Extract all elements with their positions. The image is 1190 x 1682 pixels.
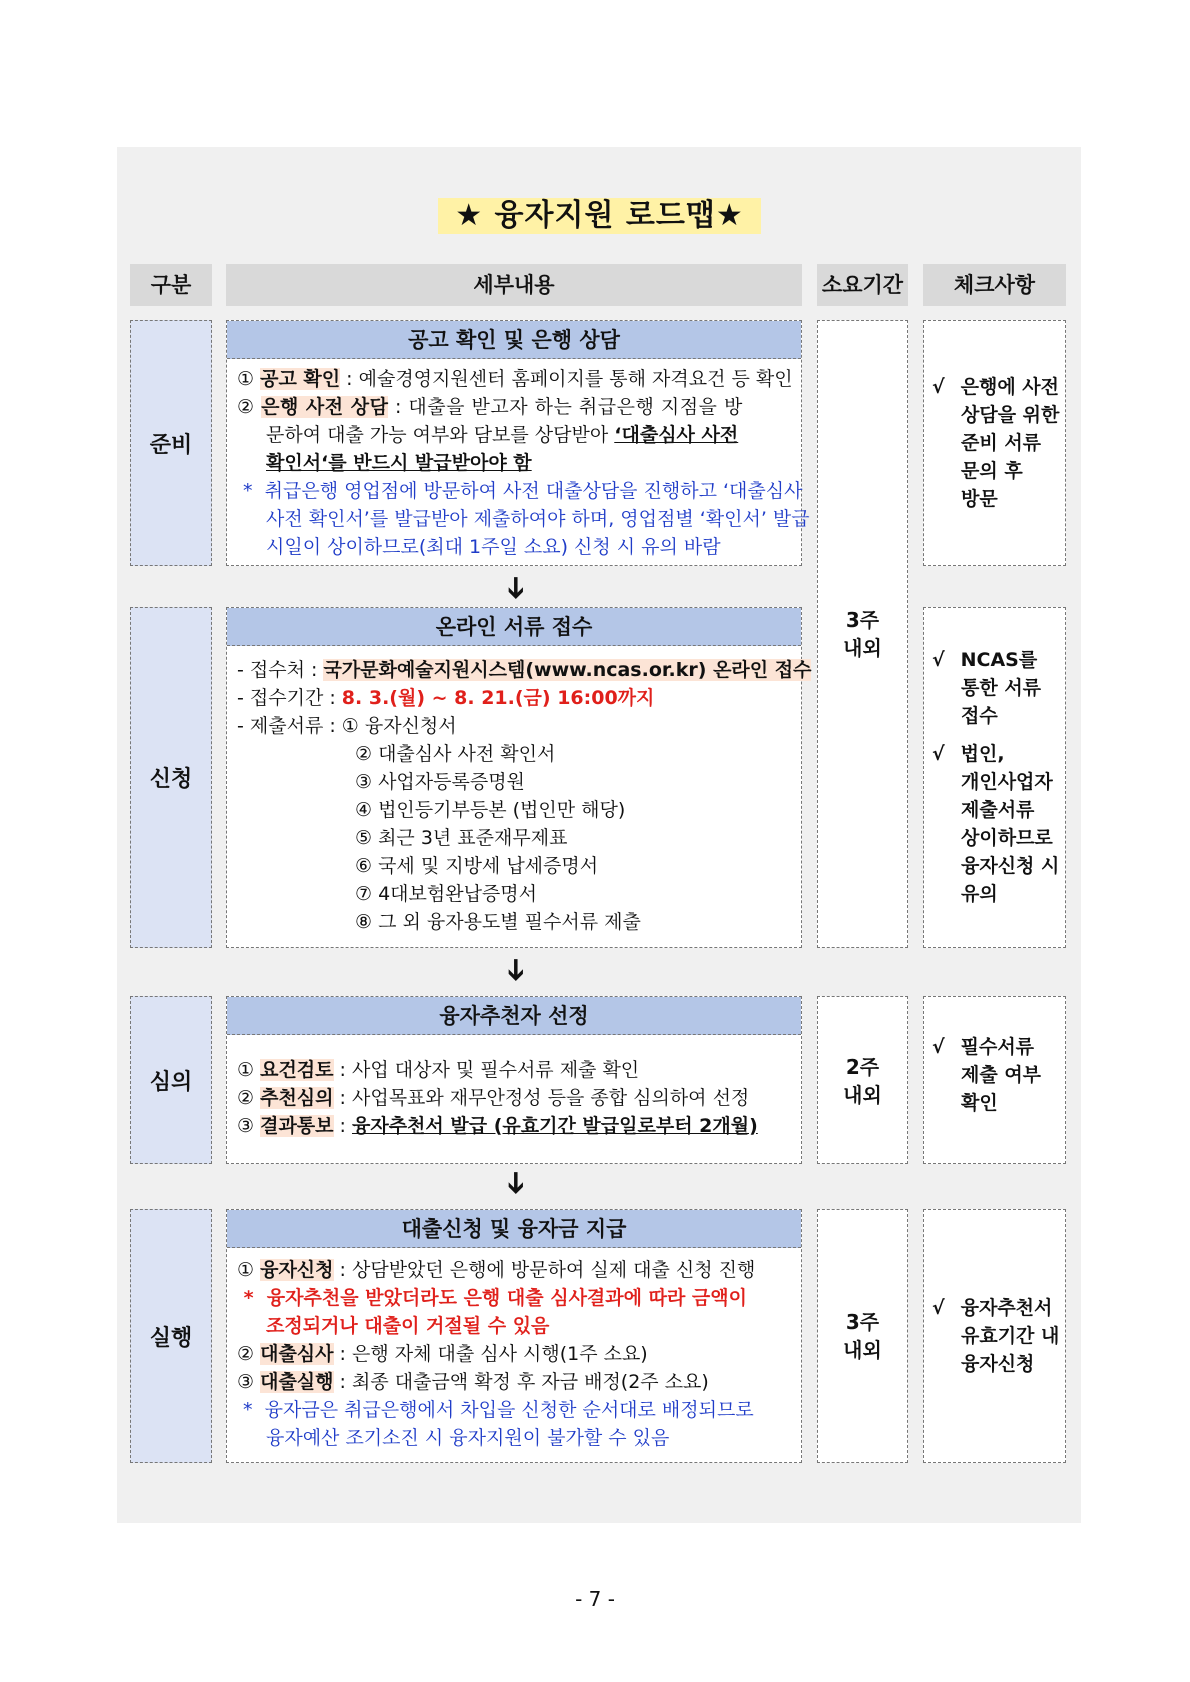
check-item: √ 융자추천서 유효기간 내 융자신청 — [932, 1294, 1059, 1378]
section-execute — [226, 1209, 802, 1463]
duration-prep-apply — [817, 320, 908, 948]
check-execute — [923, 1209, 1066, 1463]
check-mark-icon: √ — [932, 649, 945, 671]
list-item: ⑥ 국세 및 지방세 납세증명서 — [355, 855, 599, 877]
list-item: ⑤ 최근 3년 표준재무제표 — [355, 827, 568, 849]
page-title: ★ 융자지원 로드맵★ — [438, 198, 761, 234]
section-title: 대출신청 및 융자금 지급 — [227, 1210, 801, 1248]
header-duration: 소요기간 — [817, 264, 908, 306]
duration-execute — [817, 1209, 908, 1463]
check-item: √ 필수서류 제출 여부 확인 — [932, 1033, 1041, 1117]
warning-line: 조정되거나 대출이 거절될 수 있음 — [266, 1315, 550, 1337]
list-item: ③ 대출실행 : 최종 대출금액 확정 후 자금 배정(2주 소요) — [237, 1371, 709, 1393]
section-content — [237, 656, 812, 936]
check-item: √ 법인, 개인사업자 제출서류 상이하므로 융자신청 시 유의 — [932, 740, 1059, 908]
section-title: 공고 확인 및 은행 상담 — [227, 321, 801, 359]
duration-review — [817, 996, 908, 1164]
list-item: ④ 법인등기부등본 (법인만 해당) — [355, 799, 626, 821]
section-title: 온라인 서류 접수 — [227, 608, 801, 646]
duration-value: 3주 내외 — [843, 1310, 882, 1362]
list-item: ② 추천심의 : 사업목표와 재무안정성 등을 종합 심의하여 선정 — [237, 1087, 750, 1109]
section-review — [226, 996, 802, 1164]
check-apply — [923, 607, 1066, 948]
note-line: 시일이 상이하므로(최대 1주일 소요) 신청 시 유의 바람 — [266, 536, 721, 558]
section-apply — [226, 607, 812, 948]
list-item: ① 공고 확인 : 예술경영지원센터 홈페이지를 통해 자격요건 등 확인 — [237, 368, 793, 390]
note-line: * 취급은행 영업점에 방문하여 사전 대출상담을 진행하고 ‘대출심사 — [243, 480, 803, 502]
category-apply: 신청 — [130, 607, 212, 948]
check-mark-icon: √ — [932, 1297, 945, 1319]
arrow-down-icon: ➔ — [498, 1170, 534, 1196]
header-check: 체크사항 — [923, 264, 1066, 306]
check-mark-icon: √ — [932, 1036, 945, 1058]
note-line: 융자예산 조기소진 시 융자지원이 불가할 수 있음 — [266, 1427, 670, 1449]
category-execute: 실행 — [130, 1209, 212, 1463]
arrow-down-icon: ➔ — [498, 575, 534, 601]
list-item: - 접수처 : 국가문화예술지원시스템(www.ncas.or.kr) 온라인 접수 — [237, 659, 812, 681]
category-review: 심의 — [130, 996, 212, 1164]
check-item: √ NCAS를 통한 서류 접수 — [932, 646, 1041, 730]
section-content — [237, 1056, 797, 1140]
note-line: 사전 확인서’를 발급받아 제출하여야 하며, 영업점별 ‘확인서’ 발급 — [266, 508, 810, 530]
page-number: - 7 - — [575, 1587, 615, 1611]
list-item: ② 대출심사 : 은행 자체 대출 심사 시행(1주 소요) — [237, 1343, 648, 1365]
list-item: ⑦ 4대보험완납증명서 — [355, 883, 537, 905]
check-item: √ 은행에 사전 상담을 위한 준비 서류 문의 후 방문 — [932, 373, 1059, 513]
list-item: ① 융자신청 : 상담받았던 은행에 방문하여 실제 대출 신청 진행 — [237, 1259, 756, 1281]
list-item: ② 대출심사 사전 확인서 — [355, 743, 556, 765]
check-prep — [923, 320, 1066, 566]
list-item: ③ 결과통보 : 융자추천서 발급 (유효기간 발급일로부터 2개월) — [237, 1115, 758, 1137]
section-prep — [226, 320, 810, 566]
header-detail: 세부내용 — [226, 264, 802, 306]
section-content — [237, 365, 810, 561]
check-mark-icon: √ — [932, 743, 945, 765]
check-review — [923, 996, 1066, 1164]
note-line: * 융자금은 취급은행에서 차입을 신청한 순서대로 배정되므로 — [243, 1399, 754, 1421]
category-prep: 준비 — [130, 320, 212, 566]
header-category: 구분 — [130, 264, 212, 306]
section-title: 융자추천자 선정 — [227, 997, 801, 1035]
duration-value: 3주 내외 — [843, 608, 882, 660]
list-item: 확인서‘를 반드시 발급받아야 함 — [266, 452, 532, 474]
list-item: - 제출서류 : ① 융자신청서 — [237, 715, 457, 737]
arrow-down-icon: ➔ — [498, 957, 534, 983]
list-item: ③ 사업자등록증명원 — [355, 771, 525, 793]
list-item: ⑧ 그 외 융자용도별 필수서류 제출 — [355, 911, 641, 933]
list-item: - 접수기간 : 8. 3.(월) ~ 8. 21.(금) 16:00까지 — [237, 687, 655, 709]
section-content — [237, 1256, 797, 1452]
warning-line: * 융자추천을 받았더라도 은행 대출 심사결과에 따라 금액이 — [243, 1287, 747, 1309]
list-item: ① 요건검토 : 사업 대상자 및 필수서류 제출 확인 — [237, 1059, 640, 1081]
duration-value: 2주 내외 — [843, 1055, 882, 1107]
list-item: ② 은행 사전 상담 : 대출을 받고자 하는 취급은행 지점을 방 — [237, 396, 743, 418]
check-mark-icon: √ — [932, 376, 945, 398]
list-item: 문하여 대출 가능 여부와 담보를 상담받아 ‘대출심사 사전 — [266, 424, 739, 446]
